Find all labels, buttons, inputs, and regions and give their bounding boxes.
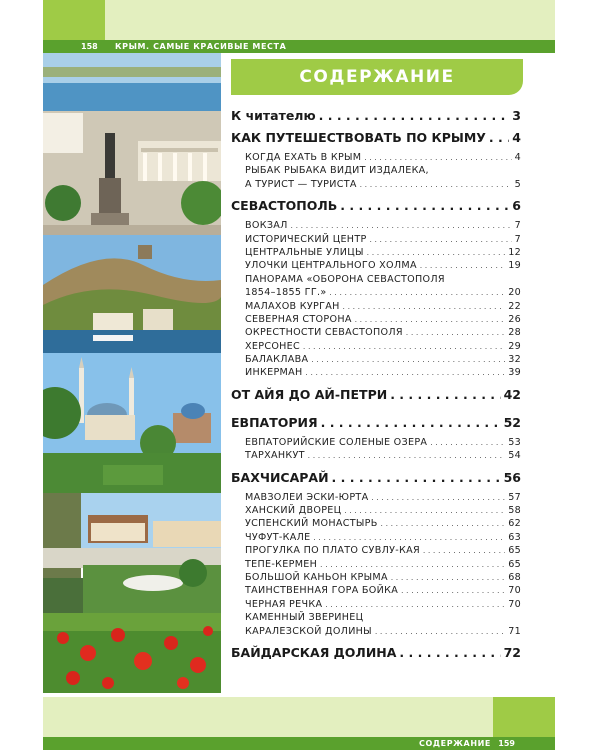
toc-subentry[interactable]: БАЛАКЛАВА . . . 32 [231,354,521,367]
toc-subentry[interactable]: ВОКЗАЛ . . . 7 [231,220,521,233]
toc-subentry[interactable]: ИСТОРИЧЕСКИЙ ЦЕНТР . . . 7 [231,234,521,247]
running-title-left: КРЫМ. САМЫЕ КРАСИВЫЕ МЕСТА [115,42,287,51]
photo-balaklava [43,235,221,353]
toc-subentry[interactable]: ОКРЕСТНОСТИ СЕВАСТОПОЛЯ . . . 28 [231,327,521,340]
photo-poppy-field [43,613,221,693]
toc-subentry[interactable]: 1854–1855 ГГ.» . . . 20 [231,287,521,300]
toc-subentry[interactable]: ЦЕНТРАЛЬНЫЕ УЛИЦЫ . . . 12 [231,247,521,260]
contents-heading: СОДЕРЖАНИЕ [231,59,523,95]
toc-entry-sevastopol[interactable]: СЕВАСТОПОЛЬ . . . 6 [231,198,521,220]
toc-entry-evpatoria[interactable]: ЕВПАТОРИЯ . . . 52 [231,415,521,437]
toc-subentry[interactable]: КАМЕННЫЙ ЗВЕРИНЕЦ [245,612,364,624]
toc-entry-ayya[interactable]: ОТ АЙЯ ДО АЙ-ПЕТРИ . . . 42 [231,387,521,409]
photo-evpatoria-mosque [43,353,221,493]
photo-sevastopol-square [43,53,221,235]
toc-subentry[interactable]: РЫБАК РЫБАКА ВИДИТ ИЗДАЛЕКА, [245,165,429,177]
top-header-accent [43,0,105,40]
toc-subentry[interactable]: ТАИНСТВЕННАЯ ГОРА БОЙКА . . . 70 [231,585,521,598]
toc-entry-baydar[interactable]: БАЙДАРСКАЯ ДОЛИНА . . . 72 [231,645,521,667]
toc-entry-intro[interactable]: К читателю . . . 3 [231,108,521,130]
toc-subentry[interactable]: ЧУФУТ-КАЛЕ . . . 63 [231,532,521,545]
toc-subentry[interactable]: СЕВЕРНАЯ СТОРОНА . . . 26 [231,314,521,327]
bottom-running-line [43,737,555,750]
table-of-contents [231,108,521,667]
toc-subentry[interactable]: КАРАЛЕЗСКОЙ ДОЛИНЫ . . . 71 [231,626,521,639]
toc-subentry[interactable]: ПАНОРАМА «ОБОРОНА СЕВАСТОПОЛЯ [245,273,445,285]
toc-subentry[interactable]: ХЕРСОНЕС . . . 29 [231,341,521,354]
photo-strip [43,53,221,693]
toc-subentry[interactable]: ТАРХАНКУТ . . . 54 [231,450,521,463]
running-title-right: СОДЕРЖАНИЕ [419,739,491,748]
toc-subentry[interactable]: ПРОГУЛКА ПО ПЛАТО СУВЛУ-КАЯ . . . 65 [231,545,521,558]
top-header-band [43,0,555,40]
page-number-left: 158 [81,42,98,51]
toc-subentry[interactable]: МАЛАХОВ КУРГАН . . . 22 [231,301,521,314]
toc-subentry[interactable]: ТЕПЕ-КЕРМЕН . . . 65 [231,559,521,572]
toc-subentry[interactable]: А ТУРИСТ — ТУРИСТА . . . 5 [231,179,521,192]
bottom-footer-band [43,697,555,737]
toc-subentry[interactable]: ЕВПАТОРИЙСКИЕ СОЛЕНЫЕ ОЗЕРА . . . 53 [231,437,521,450]
toc-subentry[interactable]: ИНКЕРМАН . . . 39 [231,367,521,380]
toc-subentry[interactable]: ХАНСКИЙ ДВОРЕЦ . . . 58 [231,505,521,518]
toc-subentry[interactable]: УСПЕНСКИЙ МОНАСТЫРЬ . . . 62 [231,518,521,531]
toc-subentry[interactable]: КОГДА ЕХАТЬ В КРЫМ . . . 4 [231,152,521,165]
toc-subentry[interactable]: УЛОЧКИ ЦЕНТРАЛЬНОГО ХОЛМА . . . 19 [231,260,521,273]
toc-entry-travel[interactable]: КАК ПУТЕШЕСТВОВАТЬ ПО КРЫМУ . . . 4 [231,130,521,152]
photo-khan-palace [43,493,221,613]
toc-entry-bakhchisaray[interactable]: БАХЧИСАРАЙ . . . 56 [231,470,521,492]
bottom-footer-accent [493,697,555,737]
toc-subentry[interactable]: ЧЕРНАЯ РЕЧКА . . . 70 [231,599,521,612]
toc-subentry[interactable]: МАВЗОЛЕИ ЭСКИ-ЮРТА . . . 57 [231,492,521,505]
toc-subentry[interactable]: БОЛЬШОЙ КАНЬОН КРЫМА . . . 68 [231,572,521,585]
page-number-right: 159 [498,739,515,748]
top-running-line [43,40,555,53]
